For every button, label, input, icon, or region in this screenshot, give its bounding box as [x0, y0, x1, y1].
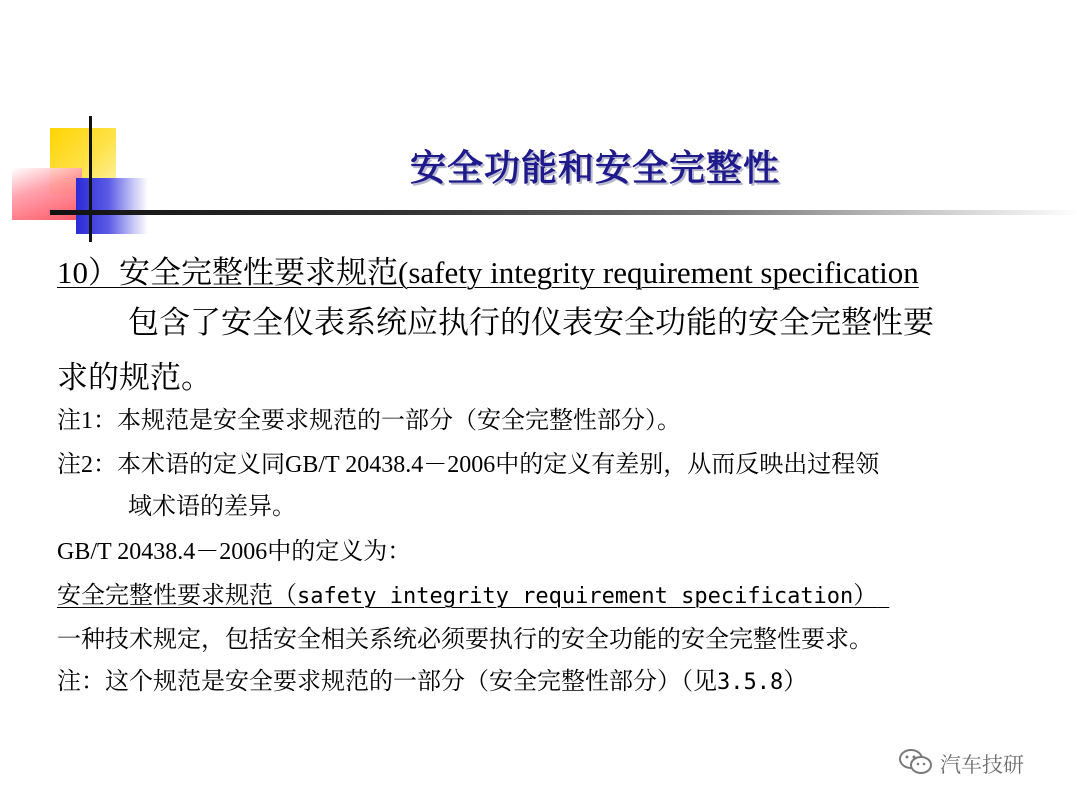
note-1: 注1：本规范是安全要求规范的一部分（安全完整性部分）。 — [57, 408, 681, 434]
term-underlined — [57, 583, 889, 609]
term-close: ） — [853, 583, 878, 609]
title-divider — [50, 210, 1077, 215]
note-2-line-2: 域术语的差异。 — [128, 494, 296, 520]
final-note-close: ） — [783, 669, 808, 695]
term-cn: 安全完整性要求规范（ — [57, 583, 297, 609]
definition-line: 一种技术规定，包括安全相关系统必须要执行的安全功能的安全完整性要求。 — [57, 627, 873, 653]
final-note — [57, 661, 807, 696]
note-2-line-1: 注2：本术语的定义同GB/T 20438.4－2006中的定义有差别，从而反映出过程领 — [57, 452, 880, 478]
heading-line — [57, 247, 919, 292]
term-en: safety integrity requirement specification — [297, 584, 854, 609]
paragraph-line-2: 求的规范。 — [57, 360, 212, 395]
final-note-ref: 3.5.8 — [717, 670, 784, 695]
watermark — [898, 748, 1024, 780]
final-note-text: 注：这个规范是安全要求规范的一部分（安全完整性部分）（见 — [57, 669, 717, 695]
watermark-text: 汽车技研 — [940, 753, 1024, 777]
term-line — [57, 575, 889, 610]
gbt-definition-intro: GB/T 20438.4－2006中的定义为： — [57, 539, 412, 565]
wechat-icon — [898, 748, 934, 781]
slide-title: 安全功能和安全完整性 — [409, 148, 780, 189]
heading-text: 10）安全完整性要求规范(safety integrity requirement specification — [57, 255, 919, 290]
paragraph-line-1: 包含了安全仪表系统应执行的仪表安全功能的安全完整性要 — [128, 305, 934, 340]
